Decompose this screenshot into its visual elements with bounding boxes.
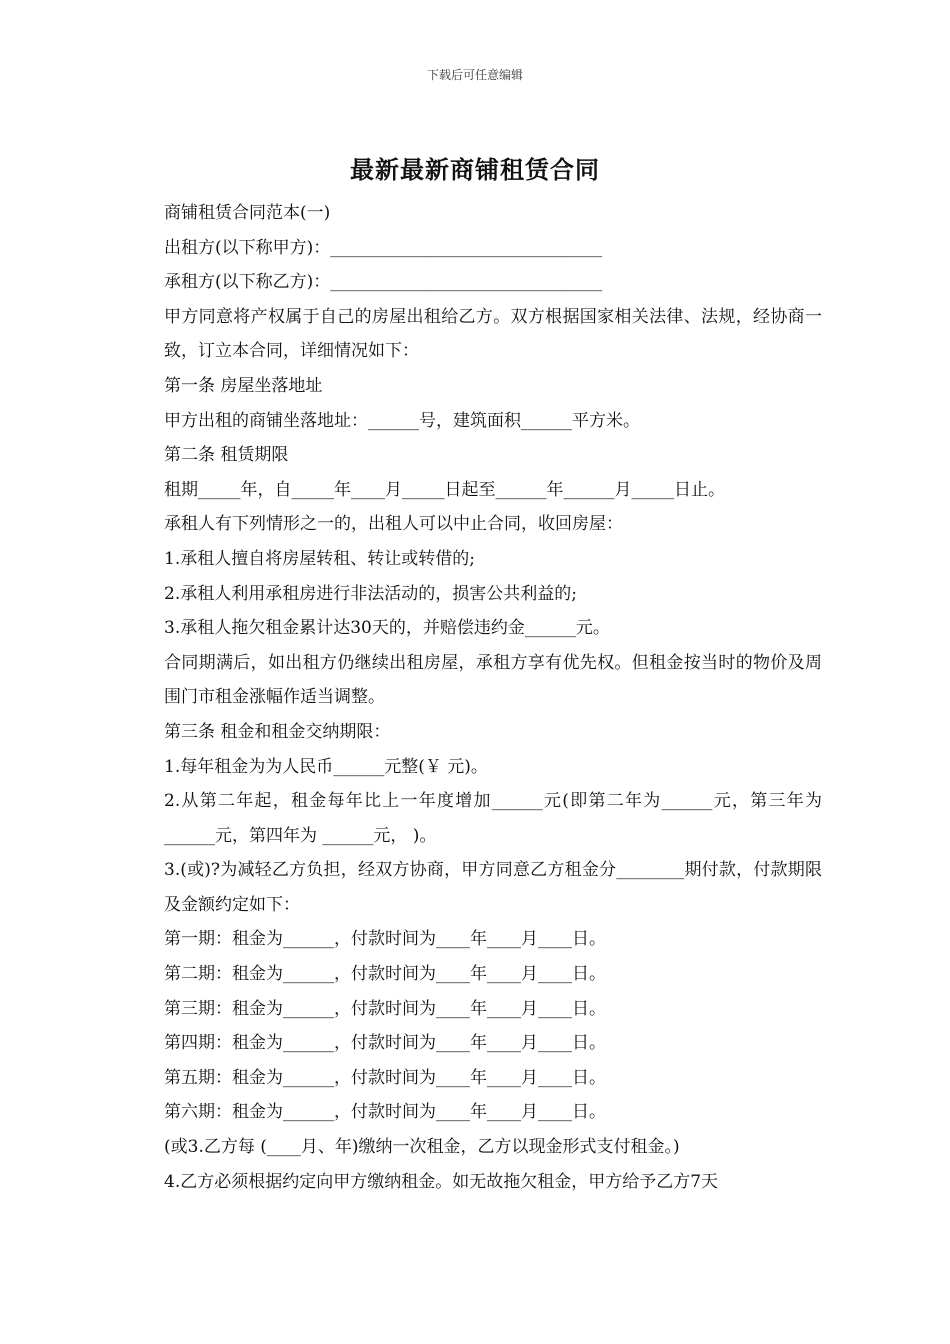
installment-row: 第二期：租金为______，付款时间为____年____月____日。 xyxy=(164,964,606,985)
header-note: 下载后可任意编辑 xyxy=(426,68,523,82)
paragraph-renewal: 合同期满后，如出租方仍继续出租房屋，承租方享有优先权。但租金按当时的物价及周围门市租金涨幅作适当调整。 xyxy=(164,652,822,708)
installment-row: 第五期：租金为______，付款时间为____年____月____日。 xyxy=(164,1067,606,1088)
installment-row: 第四期：租金为______，付款时间为____年____月____日。 xyxy=(164,1033,606,1054)
paragraph-termination-conditions: 承租人有下列情形之一的，出租人可以中止合同，收回房屋： xyxy=(164,514,623,535)
list-item-1: 1.承租人擅自将房屋转租、转让或转借的; xyxy=(164,548,475,569)
list-item-2: 2.承租人利用承租房进行非法活动的，损害公共利益的; xyxy=(164,583,577,604)
paragraph-lessee: 承租方(以下称乙方)：________________________________ xyxy=(164,272,603,293)
heading-article-2: 第二条 租赁期限 xyxy=(164,445,289,466)
paragraph-lessor: 出租方(以下称甲方)：________________________________ xyxy=(164,237,603,258)
paragraph-lease-term: 租期_____年，自_____年____月_____日起至______年______月_____日止。 xyxy=(164,479,725,500)
paragraph-rent-increase: 2.从第二年起，租金每年比上一年度增加______元(即第二年为______元，第三年为 ______元，第四年为 ______元， )。 xyxy=(164,791,822,846)
list-item-3: 3.承租人拖欠租金累计达30天的，并赔偿违约金______元。 xyxy=(164,618,610,639)
installment-row: 第一期：租金为______，付款时间为____年____月____日。 xyxy=(164,929,606,950)
document-body xyxy=(144,196,822,1199)
paragraph-address: 甲方出租的商铺坐落地址：______号，建筑面积______平方米。 xyxy=(164,410,640,431)
paragraph-installments: 3.(或)?为减轻乙方负担，经双方协商，甲方同意乙方租金分________期付款，付款期限及金额约定如下： xyxy=(164,860,822,915)
heading-article-1: 第一条 房屋坐落地址 xyxy=(164,375,323,396)
paragraph-contract-sample: 商铺租赁合同范本(一) xyxy=(164,203,331,223)
paragraph-annual-rent: 1.每年租金为为人民币______元整(￥ 元)。 xyxy=(164,756,488,777)
installment-row: 第三期：租金为______，付款时间为____年____月____日。 xyxy=(164,998,606,1019)
document-title: 最新最新商铺租赁合同 xyxy=(350,155,600,184)
paragraph-preamble: 甲方同意将产权属于自己的房屋出租给乙方。双方根据国家相关法律、法规，经协商一致，订立本合同，详细情况如下： xyxy=(164,306,822,362)
heading-article-3: 第三条 租金和租金交纳期限： xyxy=(164,721,391,742)
paragraph-payment-alternative: (或3.乙方每 (____月、年)缴纳一次租金，乙方以现金形式支付租金。) xyxy=(164,1137,680,1158)
installment-row: 第六期：租金为______，付款时间为____年____月____日。 xyxy=(164,1102,606,1123)
paragraph-payment-obligation: 4.乙方必须根据约定向甲方缴纳租金。如无故拖欠租金，甲方给予乙方7天 xyxy=(164,1171,719,1192)
